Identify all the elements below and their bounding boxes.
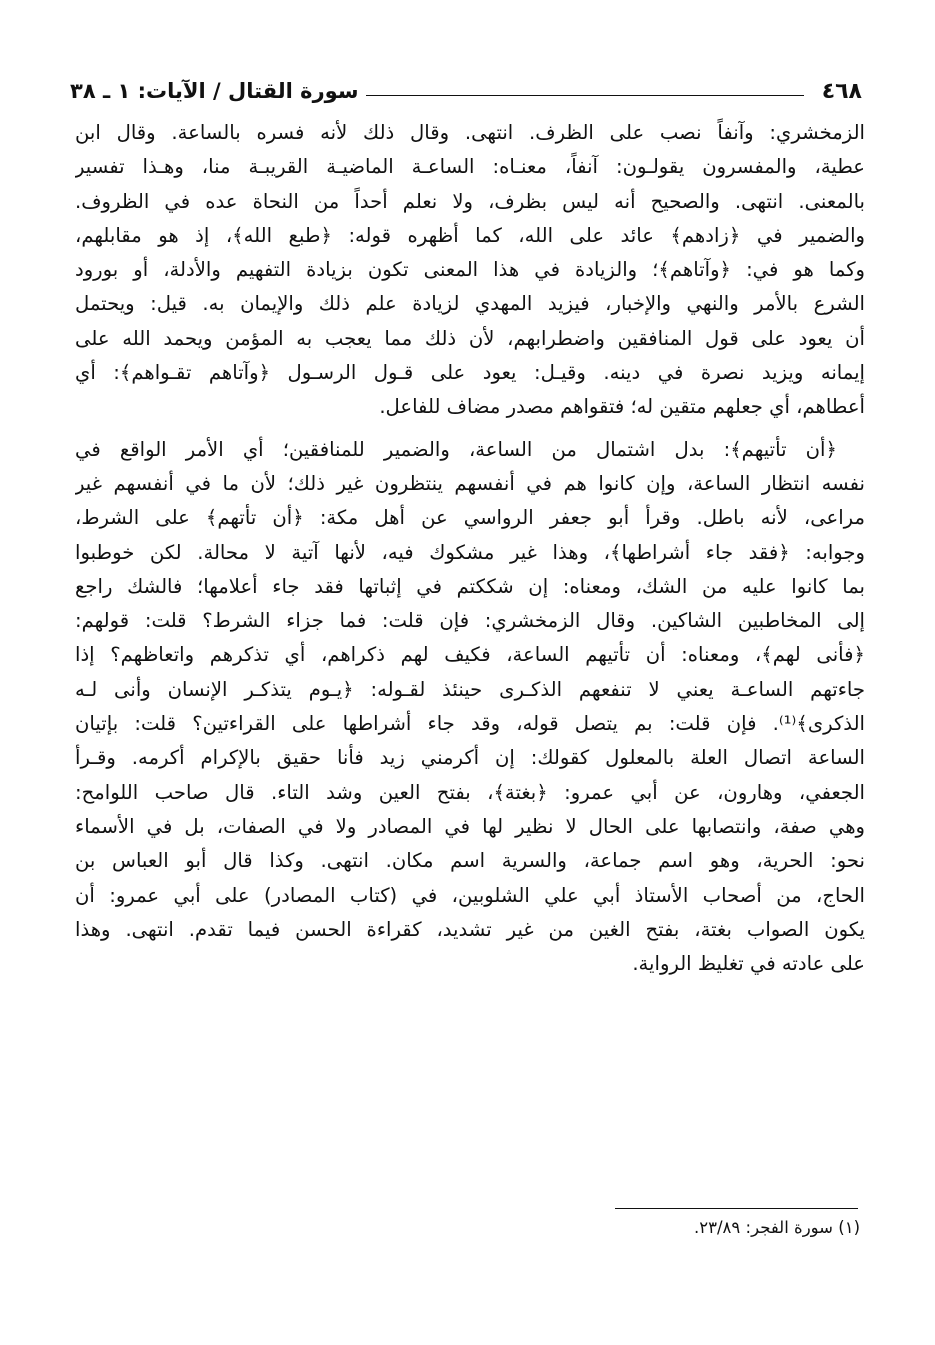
text-line: بالمعنى. انتهى. والصحيح أنه ليس بظرف، ولا نعلم أحداً من النحاة عده في الظروف. (75, 189, 865, 213)
text-line: يكون الصواب بغتة، بفتح الغين من غير تشديد، كقراءة الحسن فيما تقدم. انتهى. وهذا (75, 917, 865, 941)
footnote-rule (615, 1208, 858, 1209)
text-line: نحو: الحرية، وهو اسم جماعة، والسرية اسم مكان. انتهى. وكذا قال أبو العباس بن (75, 849, 865, 873)
text-line: الزمخشري: وآنفاً نصب على الظرف. انتهى. وقال ذلك لأنه فسره بالساعة. وقال ابن (75, 121, 865, 144)
text-line: الساعة اتصال العلة بالمعلول كقولك: إن أكرمني زيد فأنا حقيق بالإكرام أكرمه. وقـرأ (75, 746, 865, 770)
paragraph-2 (75, 433, 865, 982)
text-line: إيمانه ويزيد نصرة في دينه. وقيـل: يعود على قـول الرسـول ﴿وآتاهم تقـواهم﴾: أي (75, 361, 865, 385)
running-title: سورة القتال / الآيات: ١ ـ ٣٨ (70, 79, 359, 103)
text-line: ﴿أن تأتيهم﴾: بدل اشتمال من الساعة، والضمير للمنافقين؛ أي الأمر الواقع في (75, 437, 837, 461)
body-text (75, 116, 865, 981)
text-line: بما كانوا عليه من الشك، ومعناه: إن شككتم في إثباتها فقد جاء أعلامها؛ فالشك راجع (75, 574, 865, 598)
text-line: وجوابه: ﴿فقد جاء أشراطها﴾، وهذا غير مشكوك فيه، لأنها آتية لا محالة. لكن خوطبوا (75, 540, 865, 564)
text-line: وكما هو في: ﴿وآتاهم﴾؛ والزيادة في هذا المعنى تكون بزيادة التفهيم والأدلة، أو بورود (75, 258, 865, 282)
footnote: (١) سورة الفجر: ٢٣/٨٩. (694, 1218, 860, 1237)
page-header (70, 74, 862, 108)
text-line: عطية، والمفسرون يقولـون: آنفاً، معنـاه: الساعـة الماضيـة القريبـة منا، وهـذا تفسير (75, 155, 865, 179)
text-line: على عادته في تغليظ الرواية. (632, 952, 865, 976)
text-line: أعطاهم، أي جعلهم متقين له؛ فتقواهم مصدر مضاف للفاعل. (379, 395, 865, 419)
header-rule (366, 95, 803, 96)
text-line: الحاج، من أصحاب الأستاذ أبي علي الشلوبين، في (كتاب المصادر) على أبي عمرو: أن (75, 883, 865, 907)
text-line: والضمير في ﴿زادهم﴾ عائد على الله، كما أظهره قوله: ﴿طبع الله﴾، إذ هو مقابلهم، (75, 223, 865, 247)
paragraph-gap (75, 425, 865, 433)
text-line: أن يعود على قول المنافقين واضطرابهم، لأن ذلك مما يعجب به المؤمن ويحمد الله على (75, 326, 865, 350)
text-line: ﴿فأنى لهم﴾، ومعناه: أن تأتيهم الساعة، فكيف لهم ذكراهم، أي تذكرهم واتعاظهم؟ إذا (75, 643, 865, 667)
text-line: الجعفي، وهارون، عن أبي عمرو: ﴿بغتة﴾، بفتح العين وشد التاء. قال صاحب اللوامح: (75, 780, 865, 804)
text-line: مراعى، لأنه باطل. وقرأ أبو جعفر الرواسي عن أهل مكة: ﴿أن تأتهم﴾ على الشرط، (75, 506, 865, 530)
text-line: نفسه انتظار الساعة، وإن كانوا هم في أنفسهم ينتظرون غير ذلك؛ لأن ما في أنفسهم غير (75, 471, 865, 495)
text-line: الذكرى﴾⁽¹⁾. فإن قلت: بم يتصل قوله، وقد جاء أشراطها على القراءتين؟ قلت: بإتيان (75, 712, 865, 736)
text-line: جاءتهم الساعـة يعني لا تنفعهم الذكـرى حينئذ لقـوله: ﴿يـوم يتذكـر الإنسان وأنى لـه (75, 677, 865, 701)
page-number: ٤٦٨ (821, 78, 862, 104)
text-line: إلى المخاطبين الشاكين. وقال الزمخشري: فإن قلت: فما جزاء الشرط؟ قلت: قولهم: (75, 609, 865, 633)
text-line: الشرع بالأمر والنهي والإخبار، فيزيد المهدي لزيادة علم ذلك والإيمان به. قيل: ويحتمل (75, 292, 865, 316)
text-line: وهي صفة، وانتصابها على الحال لا نظير لها في المصادر ولا في الصفات، بل في الأسماء (75, 814, 865, 838)
paragraph-1 (75, 116, 865, 425)
